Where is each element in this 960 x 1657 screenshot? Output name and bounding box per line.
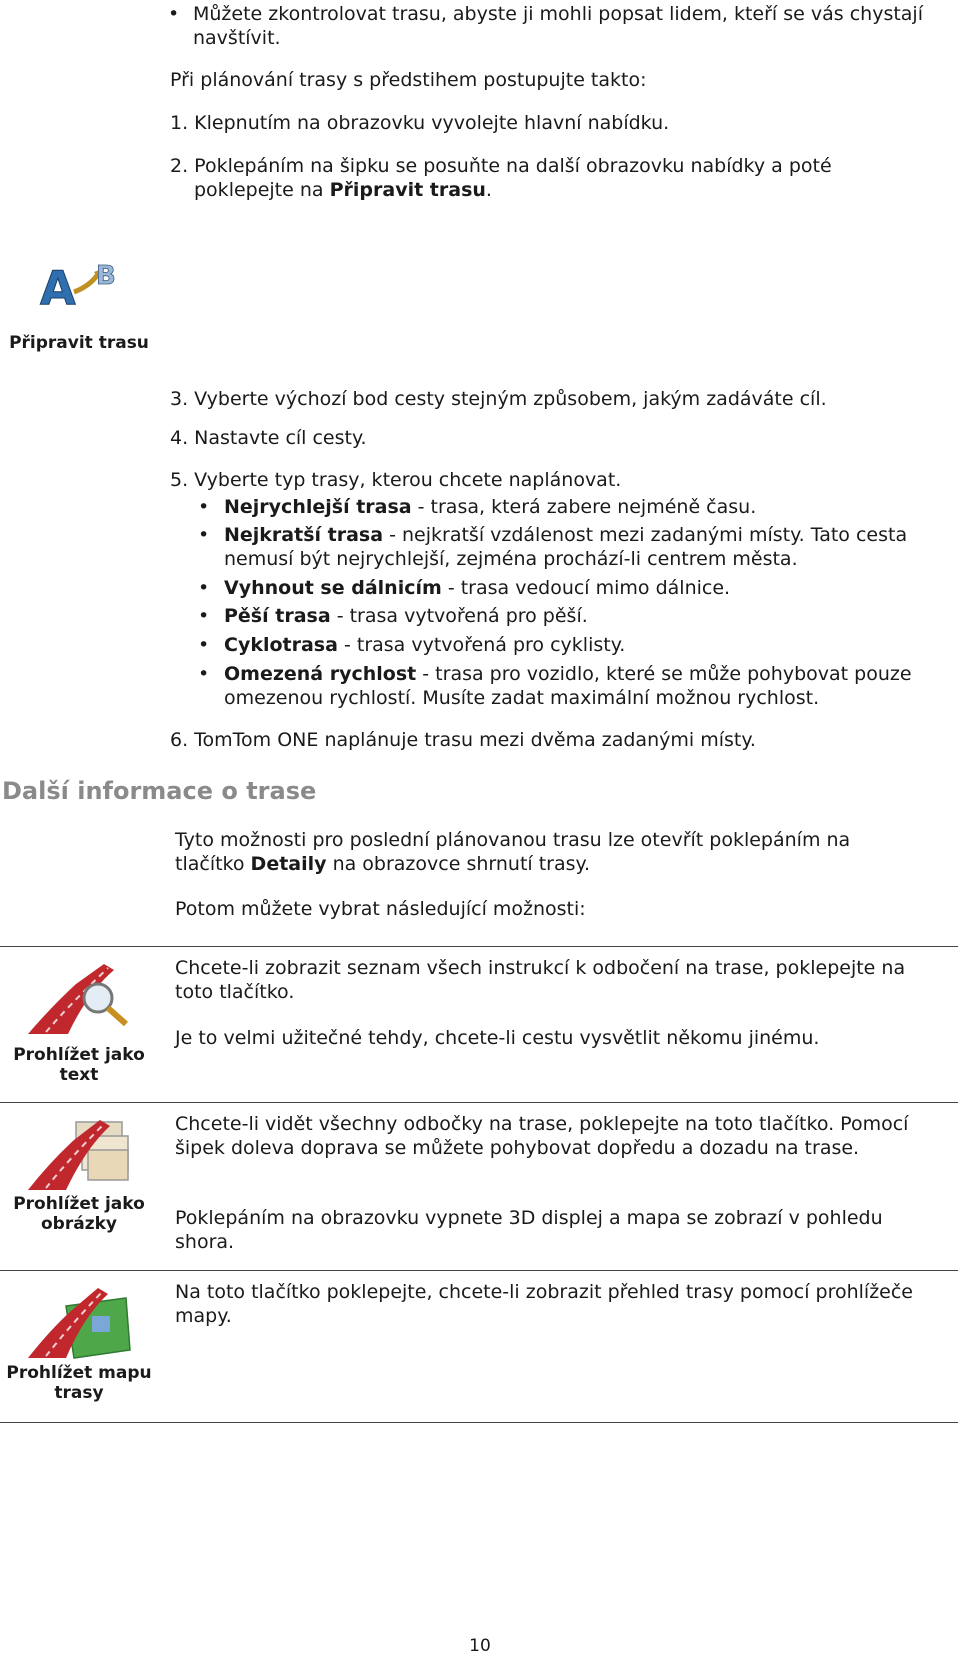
divider [0, 946, 958, 947]
bullet-dot: • [198, 663, 210, 685]
view-as-images-label: Prohlížet jako obrázky [13, 1194, 145, 1234]
divider [0, 1270, 958, 1271]
step-2: 2. Poklepáním na šipku se posuňte na další obrazovku nabídky a poté poklepejte na Připravit trasu. [170, 155, 832, 201]
bullet-dot: • [198, 577, 210, 599]
route-option: Nejrychlejší trasa - trasa, která zabere nejméně času. [224, 496, 757, 518]
step-4: 4. Nastavte cíl cesty. [170, 427, 367, 449]
view-as-images-description: Chcete-li vidět všechny odbočky na trase, poklepejte na toto tlačítko. Pomocí šipek doleva doprava se můžete pohybovat dopředu a dozadu na trase. [175, 1113, 909, 1159]
details-paragraph: Tyto možnosti pro poslední plánovanou trasu lze otevřít poklepáním na tlačítko Detaily na obrazovce shrnutí trasy. [175, 829, 851, 875]
route-option: Pěší trasa - trasa vytvořená pro pěší. [224, 605, 588, 627]
step-3: 3. Vyberte výchozí bod cesty stejným způsobem, jakým zadáváte cíl. [170, 388, 827, 410]
route-images-icon [24, 1118, 134, 1193]
bullet-dot: • [168, 3, 180, 25]
route-option: Omezená rychlost - trasa pro vozidlo, které se může pohybovat pouze omezenou rychlostí. Musíte zadat maximální možnou rychlost. [224, 663, 912, 709]
view-as-text-description: Chcete-li zobrazit seznam všech instrukcí k odbočení na trase, poklepejte na toto tlačítko. [175, 957, 906, 1003]
svg-text:A: A [40, 261, 76, 315]
view-as-text-label: Prohlížet jako text [13, 1045, 145, 1085]
svg-text:B: B [96, 261, 116, 291]
prepare-route-label: Připravit trasu [9, 333, 149, 353]
route-option: Vyhnout se dálnicím - trasa vedoucí mimo dálnice. [224, 577, 731, 599]
view-route-map-description: Na toto tlačítko poklepejte, chcete-li zobrazit přehled trasy pomocí prohlížeče mapy. [175, 1281, 913, 1327]
step-1: 1. Klepnutím na obrazovku vyvolejte hlavní nabídku. [170, 112, 670, 134]
view-as-text-note: Je to velmi užitečné tehdy, chcete-li cestu vysvětlit někomu jinému. [175, 1027, 820, 1049]
bullet-dot: • [198, 605, 210, 627]
view-as-images-note: Poklepáním na obrazovku vypnete 3D displej a mapa se zobrazí v pohledu shora. [175, 1207, 883, 1253]
route-map-icon [26, 1286, 134, 1362]
divider [0, 1422, 958, 1423]
options-intro: Potom můžete vybrat následující možnosti: [175, 898, 586, 920]
route-text-icon [22, 962, 134, 1037]
page-number: 10 [469, 1636, 491, 1656]
intro-lead: Při plánování trasy s předstihem postupujte takto: [170, 69, 647, 91]
route-option: Cyklotrasa - trasa vytvořená pro cyklisty. [224, 634, 626, 656]
step-6: 6. TomTom ONE naplánuje trasu mezi dvěma zadanými místy. [170, 729, 756, 751]
bullet-dot: • [198, 524, 210, 546]
divider [0, 1102, 958, 1103]
bullet-dot: • [198, 634, 210, 656]
section-heading: Další informace o trase [2, 777, 317, 805]
step-5: 5. Vyberte typ trasy, kterou chcete naplánovat. [170, 469, 622, 491]
bullet-dot: • [198, 496, 210, 518]
view-route-map-label: Prohlížet mapu trasy [6, 1363, 152, 1403]
intro-bullet: Můžete zkontrolovat trasu, abyste ji mohli popsat lidem, kteří se vás chystají navštívit. [193, 3, 923, 49]
route-option: Nejkratší trasa - nejkratší vzdálenost mezi zadanými místy. Tato cesta nemusí být nejrychlejší, zejména prochází-li centrem města. [224, 524, 908, 570]
ab-route-icon [38, 256, 120, 316]
